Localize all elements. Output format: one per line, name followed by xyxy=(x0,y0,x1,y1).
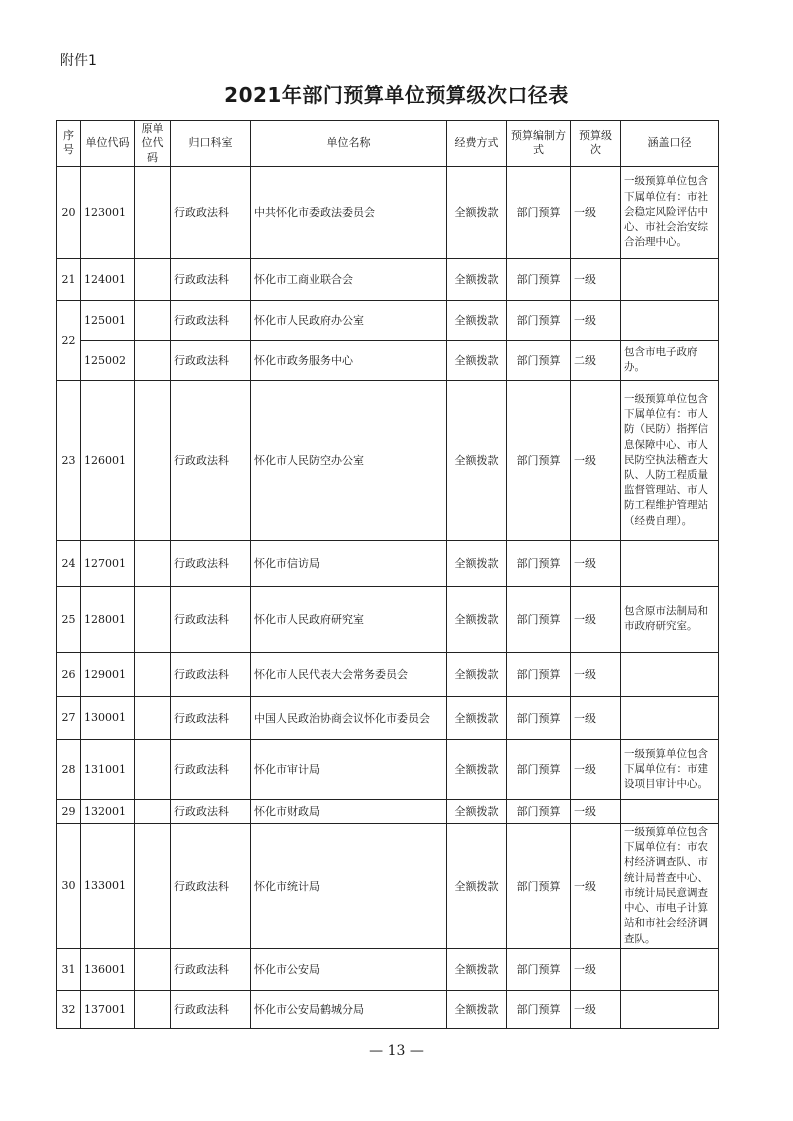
row-orig-code xyxy=(135,799,171,823)
row-unit-name: 怀化市公安局鹤城分局 xyxy=(251,990,447,1028)
row-unit-name: 中国人民政治协商会议怀化市委员会 xyxy=(251,696,447,739)
row-seq: 21 xyxy=(57,258,81,300)
table-row xyxy=(57,258,719,300)
row-budget-level: 一级 xyxy=(571,823,621,948)
page-number: — 13 — xyxy=(369,1043,424,1059)
header-orig-code: 原单位代码 xyxy=(135,121,171,167)
row-unit-name: 怀化市统计局 xyxy=(251,823,447,948)
row-unit-name: 怀化市公安局 xyxy=(251,948,447,990)
row-budget-method: 部门预算 xyxy=(507,799,571,823)
row-budget-method: 部门预算 xyxy=(507,380,571,540)
header-budget-level: 预算级次 xyxy=(571,121,621,167)
header-unit-name: 单位名称 xyxy=(251,121,447,167)
row-seq: 28 xyxy=(57,739,81,799)
header-dept: 归口科室 xyxy=(171,121,251,167)
row-coverage: 一级预算单位包含下属单位有：市农村经济调查队、市统计局普查中心、市统计局民意调查中心、市电子计算站和市社会经济调查队。 xyxy=(621,823,719,948)
row-budget-level: 一级 xyxy=(571,799,621,823)
row-budget-level: 一级 xyxy=(571,166,621,258)
table-row xyxy=(57,340,719,380)
row-budget-level: 二级 xyxy=(571,340,621,380)
row-dept: 行政政法科 xyxy=(171,696,251,739)
row-funding: 全额拨款 xyxy=(447,652,507,696)
row-unit-code: 137001 xyxy=(81,990,135,1028)
row-unit-code: 127001 xyxy=(81,540,135,586)
row-funding: 全额拨款 xyxy=(447,739,507,799)
row-budget-level: 一级 xyxy=(571,586,621,652)
row-funding: 全额拨款 xyxy=(447,166,507,258)
row-dept: 行政政法科 xyxy=(171,540,251,586)
row-budget-level: 一级 xyxy=(571,739,621,799)
row-budget-method: 部门预算 xyxy=(507,948,571,990)
row-unit-name: 怀化市人民政府办公室 xyxy=(251,300,447,340)
row-budget-method: 部门预算 xyxy=(507,696,571,739)
row-budget-level: 一级 xyxy=(571,990,621,1028)
row-seq: 29 xyxy=(57,799,81,823)
row-coverage xyxy=(621,696,719,739)
row-dept: 行政政法科 xyxy=(171,652,251,696)
row-budget-method: 部门预算 xyxy=(507,823,571,948)
row-unit-code: 129001 xyxy=(81,652,135,696)
attachment-label: 附件1 xyxy=(60,53,97,69)
row-unit-code: 124001 xyxy=(81,258,135,300)
row-funding: 全额拨款 xyxy=(447,586,507,652)
row-budget-method: 部门预算 xyxy=(507,652,571,696)
row-funding: 全额拨款 xyxy=(447,990,507,1028)
row-coverage xyxy=(621,990,719,1028)
row-orig-code xyxy=(135,300,171,340)
row-budget-method: 部门预算 xyxy=(507,739,571,799)
row-orig-code xyxy=(135,166,171,258)
row-seq: 25 xyxy=(57,586,81,652)
row-budget-level: 一级 xyxy=(571,696,621,739)
row-unit-name: 怀化市人民防空办公室 xyxy=(251,380,447,540)
row-funding: 全额拨款 xyxy=(447,948,507,990)
table-row xyxy=(57,652,719,696)
row-unit-code: 130001 xyxy=(81,696,135,739)
row-dept: 行政政法科 xyxy=(171,586,251,652)
row-dept: 行政政法科 xyxy=(171,340,251,380)
row-dept: 行政政法科 xyxy=(171,258,251,300)
row-funding: 全额拨款 xyxy=(447,823,507,948)
row-coverage xyxy=(621,948,719,990)
row-funding: 全额拨款 xyxy=(447,696,507,739)
row-orig-code xyxy=(135,540,171,586)
row-coverage xyxy=(621,540,719,586)
row-budget-level: 一级 xyxy=(571,540,621,586)
row-unit-name: 怀化市审计局 xyxy=(251,739,447,799)
header-funding: 经费方式 xyxy=(447,121,507,167)
table-row xyxy=(57,540,719,586)
table-header-row xyxy=(57,121,719,167)
row-seq: 32 xyxy=(57,990,81,1028)
row-budget-method: 部门预算 xyxy=(507,300,571,340)
row-coverage: 一级预算单位包含下属单位有：市社会稳定风险评估中心、市社会治安综合治理中心。 xyxy=(621,166,719,258)
row-dept: 行政政法科 xyxy=(171,739,251,799)
row-dept: 行政政法科 xyxy=(171,300,251,340)
row-unit-code: 132001 xyxy=(81,799,135,823)
row-unit-code: 125002 xyxy=(81,340,135,380)
row-orig-code xyxy=(135,990,171,1028)
row-coverage: 包含原市法制局和市政府研究室。 xyxy=(621,586,719,652)
row-budget-method: 部门预算 xyxy=(507,540,571,586)
row-dept: 行政政法科 xyxy=(171,380,251,540)
row-dept: 行政政法科 xyxy=(171,799,251,823)
row-unit-code: 128001 xyxy=(81,586,135,652)
row-funding: 全额拨款 xyxy=(447,380,507,540)
row-coverage xyxy=(621,799,719,823)
row-unit-name: 中共怀化市委政法委员会 xyxy=(251,166,447,258)
table-row xyxy=(57,380,719,540)
row-dept: 行政政法科 xyxy=(171,823,251,948)
row-orig-code xyxy=(135,340,171,380)
row-orig-code xyxy=(135,380,171,540)
row-budget-level: 一级 xyxy=(571,652,621,696)
row-coverage xyxy=(621,300,719,340)
row-unit-name: 怀化市工商业联合会 xyxy=(251,258,447,300)
row-unit-code: 136001 xyxy=(81,948,135,990)
row-budget-method: 部门预算 xyxy=(507,258,571,300)
table-row xyxy=(57,300,719,340)
row-coverage xyxy=(621,258,719,300)
row-seq: 27 xyxy=(57,696,81,739)
row-orig-code xyxy=(135,948,171,990)
row-seq: 24 xyxy=(57,540,81,586)
header-budget-method: 预算编制方式 xyxy=(507,121,571,167)
row-funding: 全额拨款 xyxy=(447,540,507,586)
row-seq: 31 xyxy=(57,948,81,990)
row-seq: 20 xyxy=(57,166,81,258)
row-budget-level: 一级 xyxy=(571,948,621,990)
header-unit-code: 单位代码 xyxy=(81,121,135,167)
row-orig-code xyxy=(135,258,171,300)
row-orig-code xyxy=(135,696,171,739)
row-budget-level: 一级 xyxy=(571,258,621,300)
row-coverage: 包含市电子政府办。 xyxy=(621,340,719,380)
row-unit-code: 126001 xyxy=(81,380,135,540)
row-budget-method: 部门预算 xyxy=(507,586,571,652)
row-orig-code xyxy=(135,739,171,799)
row-coverage: 一级预算单位包含下属单位有：市人防（民防）指挥信息保障中心、市人民防空执法稽查大队、人防工程质量监督管理站、市人防工程维护管理站（经费自理）。 xyxy=(621,380,719,540)
table-row xyxy=(57,990,719,1028)
row-seq: 26 xyxy=(57,652,81,696)
table-row xyxy=(57,948,719,990)
row-unit-name: 怀化市信访局 xyxy=(251,540,447,586)
row-funding: 全额拨款 xyxy=(447,258,507,300)
row-dept: 行政政法科 xyxy=(171,990,251,1028)
row-orig-code xyxy=(135,652,171,696)
row-unit-name: 怀化市财政局 xyxy=(251,799,447,823)
row-orig-code xyxy=(135,823,171,948)
row-seq: 22 xyxy=(57,300,81,380)
row-coverage xyxy=(621,652,719,696)
row-dept: 行政政法科 xyxy=(171,166,251,258)
row-unit-code: 131001 xyxy=(81,739,135,799)
table-row xyxy=(57,739,719,799)
row-seq: 23 xyxy=(57,380,81,540)
row-funding: 全额拨款 xyxy=(447,799,507,823)
header-coverage: 涵盖口径 xyxy=(621,121,719,167)
table-row xyxy=(57,166,719,258)
row-unit-name: 怀化市人民代表大会常务委员会 xyxy=(251,652,447,696)
table-row xyxy=(57,586,719,652)
page-title: 2021年部门预算单位预算级次口径表 xyxy=(224,83,569,107)
row-budget-method: 部门预算 xyxy=(507,166,571,258)
budget-table xyxy=(56,120,719,1029)
row-funding: 全额拨款 xyxy=(447,300,507,340)
row-unit-name: 怀化市人民政府研究室 xyxy=(251,586,447,652)
row-budget-level: 一级 xyxy=(571,380,621,540)
row-unit-code: 133001 xyxy=(81,823,135,948)
header-seq: 序号 xyxy=(57,121,81,167)
row-coverage: 一级预算单位包含下属单位有：市建设项目审计中心。 xyxy=(621,739,719,799)
table-row xyxy=(57,799,719,823)
row-unit-name: 怀化市政务服务中心 xyxy=(251,340,447,380)
row-seq: 30 xyxy=(57,823,81,948)
row-unit-code: 123001 xyxy=(81,166,135,258)
row-budget-level: 一级 xyxy=(571,300,621,340)
row-funding: 全额拨款 xyxy=(447,340,507,380)
row-budget-method: 部门预算 xyxy=(507,340,571,380)
row-orig-code xyxy=(135,586,171,652)
row-dept: 行政政法科 xyxy=(171,948,251,990)
row-budget-method: 部门预算 xyxy=(507,990,571,1028)
table-row xyxy=(57,696,719,739)
row-unit-code: 125001 xyxy=(81,300,135,340)
table-row xyxy=(57,823,719,948)
